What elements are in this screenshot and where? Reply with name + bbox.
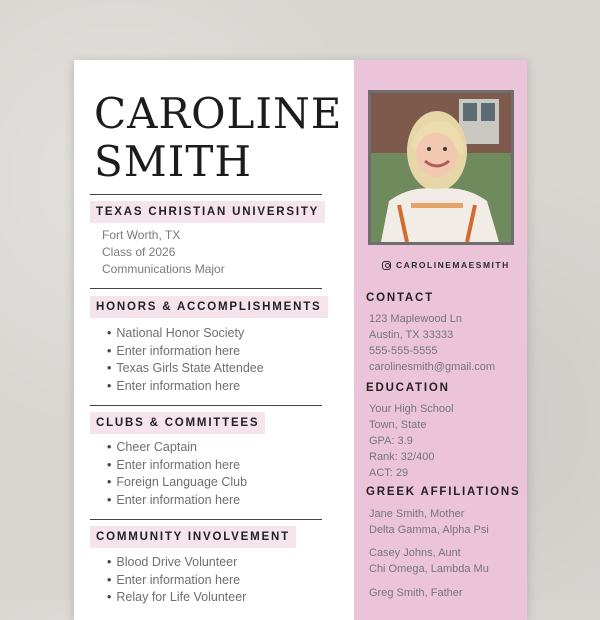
divider: [90, 405, 322, 406]
divider: [90, 519, 322, 520]
education-heading: EDUCATION: [366, 382, 450, 394]
school-line: Class of 2026: [102, 245, 176, 259]
profile-photo: [368, 90, 514, 245]
list-item: • Enter information here: [116, 492, 247, 510]
greek-entry: [369, 506, 489, 538]
list-item: • Enter information here: [116, 378, 264, 396]
contact-heading: CONTACT: [366, 292, 434, 304]
contact-city: Austin, TX 33333: [369, 329, 454, 341]
first-name: CAROLINE: [94, 89, 343, 138]
list-item: • National Honor Society: [116, 325, 264, 343]
education-line: Town, State: [369, 419, 427, 431]
education-line: GPA: 3.9: [369, 435, 413, 447]
instagram-handle: CAROLINEMAESMITH: [396, 260, 510, 270]
list-item: • Blood Drive Volunteer: [116, 554, 246, 572]
divider: [90, 194, 322, 195]
social-handle[interactable]: [382, 260, 510, 270]
list-item: • Cheer Captain: [116, 439, 247, 457]
list-item: • Texas Girls State Attendee: [116, 360, 264, 378]
education-details: [369, 401, 454, 481]
education-line: ACT: 29: [369, 467, 409, 479]
greek-entry: [369, 545, 489, 577]
community-list: [116, 554, 246, 607]
honors-heading: HONORS & ACCOMPLISHMENTS: [90, 296, 328, 318]
honors-list: [116, 325, 264, 395]
greek-heading: GREEK AFFILIATIONS: [366, 486, 521, 498]
divider: [90, 288, 322, 289]
contact-details: [369, 311, 495, 375]
list-item: • Relay for Life Volunteer: [116, 589, 246, 607]
greek-line: Delta Gamma, Alpha Psi: [369, 524, 489, 536]
greek-entry: [369, 585, 463, 601]
clubs-heading: CLUBS & COMMITTEES: [90, 412, 265, 434]
instagram-icon: [382, 261, 391, 270]
list-item: • Enter information here: [116, 457, 247, 475]
education-line: Rank: 32/400: [369, 451, 435, 463]
contact-address: 123 Maplewood Ln: [369, 313, 462, 325]
education-line: Your High School: [369, 403, 454, 415]
clubs-list: [116, 439, 247, 509]
list-item: • Enter information here: [116, 572, 246, 590]
candidate-name: [94, 90, 342, 186]
school-line: Fort Worth, TX: [102, 228, 181, 242]
greek-line: Jane Smith, Mother: [369, 508, 465, 520]
portrait-image: [371, 93, 511, 242]
school-line: Communications Major: [102, 262, 225, 276]
school-details: [102, 227, 225, 278]
list-item: • Foreign Language Club: [116, 474, 247, 492]
last-name: SMITH: [94, 137, 253, 186]
contact-email: carolinesmith@gmail.com: [369, 361, 496, 373]
greek-line: Chi Omega, Lambda Mu: [369, 563, 489, 575]
contact-phone: 555-555-5555: [369, 345, 438, 357]
greek-line: Greg Smith, Father: [369, 587, 463, 599]
greek-line: Casey Johns, Aunt: [369, 547, 461, 559]
list-item: • Enter information here: [116, 343, 264, 361]
resume-page: [74, 60, 527, 620]
school-heading: TEXAS CHRISTIAN UNIVERSITY: [90, 201, 325, 223]
community-heading: COMMUNITY INVOLVEMENT: [90, 526, 296, 548]
